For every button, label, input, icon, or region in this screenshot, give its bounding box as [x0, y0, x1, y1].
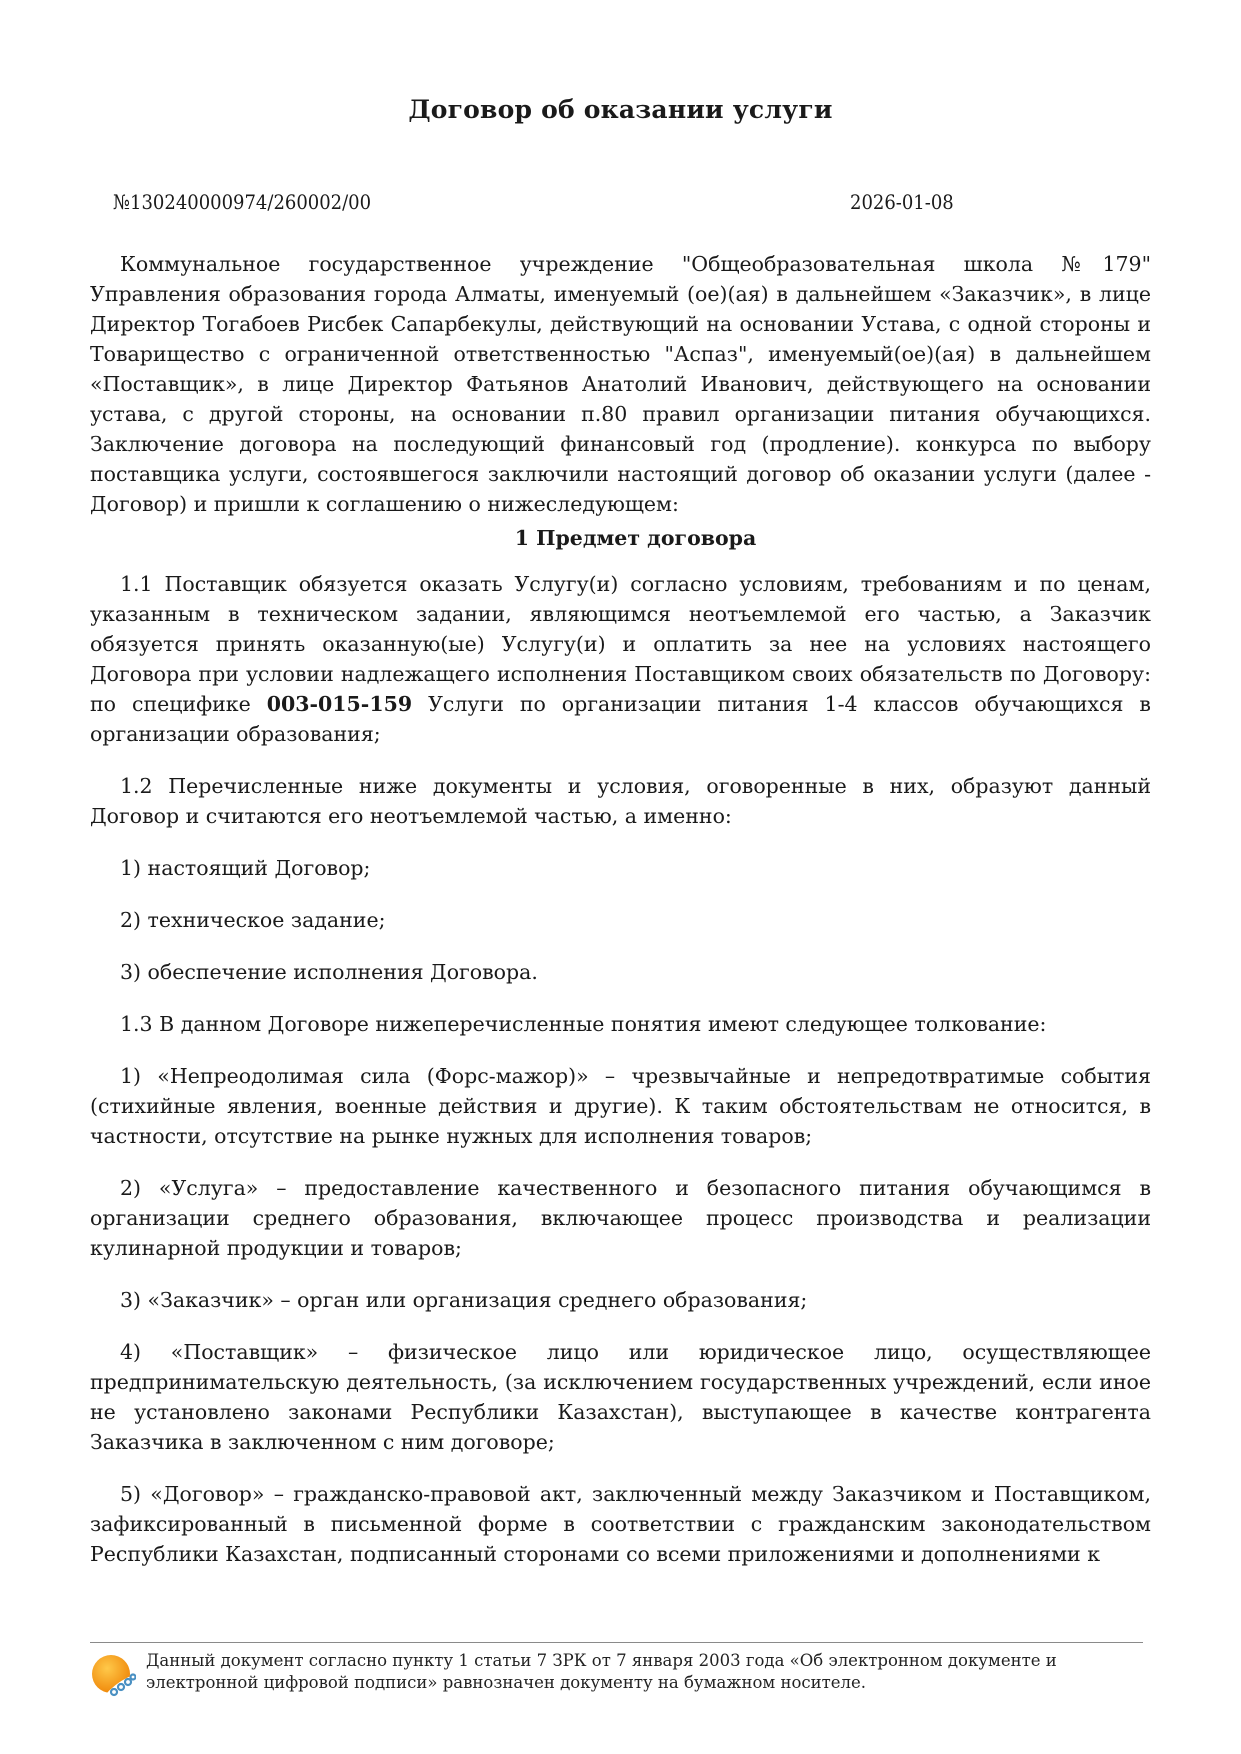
document-title: Договор об оказании услуги [408, 95, 833, 124]
contract-number: №130240000974/260002/00 [113, 190, 372, 214]
footer [90, 1650, 1150, 1700]
list-item: 1) настоящий Договор; [120, 856, 371, 880]
egov-sun-logo-icon [90, 1652, 136, 1698]
section-heading-subject: 1 Предмет договора [514, 526, 757, 550]
clause-1-2: 1.2 Перечисленные ниже документы и условия, оговоренные в них, образуют данный Договор и считаются его неотъемлемой частью, а именно: [90, 774, 1151, 828]
intro-paragraph: Коммунальное государственное учреждение "Общеобразовательная школа №179" Управления образования города Алматы, именуемый (ое)(ая) в дальнейшем «Заказчик», в лице Директор Тогабоев Рисбек Сапарбекулы, действующий на основании Устава, с одной стороны и Товарищество с ограниченной ответственностью "Аспаз", именуемый(ое)(ая) в дальнейшем «Поставщик», в лице Директор Фатьянов Анатолий Иванович, действующего на основании устава, с другой стороны, на основании п.80 правил организации питания обучающихся. Заключение договора на последующий финансовый год (продление). конкурса по выбору поставщика услуги, состоявшегося заключили настоящий договор об оказании услуги (далее - Договор) и пришли к соглашению о нижеследующем: [90, 252, 1151, 516]
document-body [90, 249, 1151, 1569]
clause-1-1 [90, 569, 1151, 749]
definition-item: 1) «Непреодолимая сила (Форс-мажор)» – чрезвычайные и непредотвратимые события (стихийные явления, военные действия и другие). К таким обстоятельствам не относится, в частности, отсутствие на рынке нужных для исполнения товаров; [90, 1064, 1151, 1148]
definition-item: 5) «Договор» – гражданско-правовой акт, заключенный между Заказчиком и Поставщиком, зафиксированный в письменной форме в соответствии с гражданским законодательством Республики Казахстан, подписанный сторонами со всеми приложениями и дополнениями к [90, 1482, 1151, 1566]
clause-1-1-text: 1.1 Поставщик обязуется оказать Услугу(и) согласно условиям, требованиям и по ценам, указанным в техническом задании, являющимся неотъемлемой его частью, а Заказчик обязуется принять оказанную(ые) Услугу(и) и оплатить за нее на условиях настоящего Договора при условии надлежащего исполнения Поставщиком своих обязательств по Договору: по специфике [90, 572, 1151, 716]
list-item: 2) техническое задание; [120, 908, 386, 932]
footer-divider [90, 1642, 1143, 1643]
definition-item: 4) «Поставщик» – физическое лицо или юридическое лицо, осуществляющее предпринимательскую деятельность, (за исключением государственных учреждений, если иное не установлено законами Республики Казахстан), выступающее в качестве контрагента Заказчика в заключенном с ним договоре; [90, 1340, 1151, 1454]
definition-item: 3) «Заказчик» – орган или организация среднего образования; [120, 1288, 808, 1312]
clause-1-3: 1.3 В данном Договоре нижеперечисленные понятия имеют следующее толкование: [120, 1012, 1047, 1036]
definition-item: 2) «Услуга» – предоставление качественного и безопасного питания обучающимся в организации среднего образования, включающее процесс производства и реализации кулинарной продукции и товаров; [90, 1176, 1151, 1260]
list-item: 3) обеспечение исполнения Договора. [120, 960, 538, 984]
specification-code: 003-015-159 [266, 692, 413, 716]
legal-notice: Данный документ согласно пункту 1 статьи 7 ЗРК от 7 января 2003 года «Об электронном документе и электронной цифровой подписи» равнозначен документу на бумажном носителе. [146, 1651, 1057, 1692]
clause-1-1-text-after: Услуги по организации питания 1-4 классов обучающихся в организации образования; [90, 692, 1151, 746]
contract-date: 2026-01-08 [850, 190, 954, 214]
